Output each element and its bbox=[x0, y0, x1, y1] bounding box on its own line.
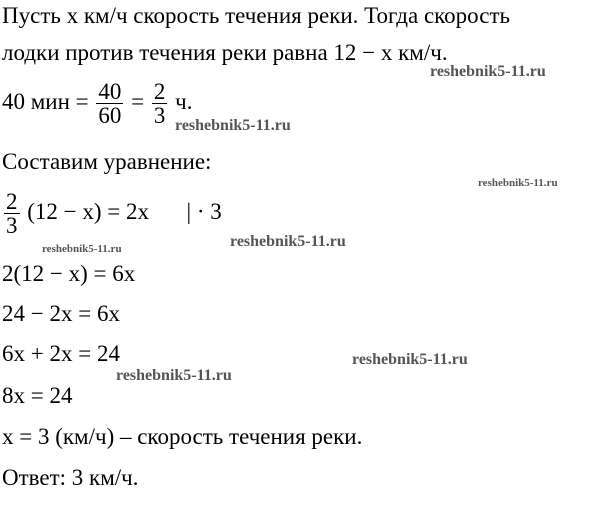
line-8-text: 6x + 2x = 24 bbox=[2, 341, 120, 366]
watermark: reshebnik5-11.ru bbox=[230, 233, 346, 250]
line-9-text: 8x = 24 bbox=[2, 383, 73, 408]
solution-line-1 bbox=[2, 4, 510, 27]
line-2-text: лодки против течения реки равна 12 − x км/ч. bbox=[2, 40, 448, 65]
line-7-text: 24 − 2x = 6x bbox=[2, 301, 120, 326]
fraction-numerator: 2 bbox=[153, 79, 166, 104]
watermark: reshebnik5-11.ru bbox=[116, 367, 232, 384]
solution-line-6 bbox=[2, 262, 135, 285]
watermark: reshebnik5-11.ru bbox=[352, 351, 468, 368]
watermark: reshebnik5-11.ru bbox=[42, 243, 122, 255]
watermark: reshebnik5-11.ru bbox=[175, 117, 291, 134]
line-1-text: Пусть x км/ч скорость течения реки. Тогда скорость bbox=[2, 3, 510, 28]
watermark: reshebnik5-11.ru bbox=[430, 63, 546, 80]
line-6-text: 2(12 − x) = 6x bbox=[2, 261, 136, 286]
fraction-40-60 bbox=[96, 80, 123, 127]
solution-line-7 bbox=[2, 302, 120, 325]
solution-line-3 bbox=[2, 80, 192, 127]
line-3-left: 40 мин = bbox=[2, 88, 89, 114]
solution-line-11 bbox=[2, 466, 138, 489]
fraction-denominator: 3 bbox=[6, 213, 18, 238]
fraction-2-3 bbox=[152, 80, 168, 127]
fraction-numerator: 2 bbox=[6, 189, 18, 214]
solution-line-2 bbox=[2, 41, 448, 64]
solution-line-5 bbox=[2, 190, 222, 237]
fraction-denominator: 3 bbox=[153, 103, 166, 128]
line-5-rest: (12 − x) = 2x bbox=[27, 198, 150, 224]
line-5-operation: | · 3 bbox=[186, 198, 222, 224]
solution-line-10 bbox=[2, 425, 362, 448]
fraction-2-3 bbox=[4, 190, 20, 237]
watermark: reshebnik5-11.ru bbox=[478, 177, 558, 189]
solution-line-9 bbox=[2, 384, 72, 407]
fraction-numerator: 40 bbox=[98, 79, 122, 104]
line-3-equals: = bbox=[131, 88, 145, 114]
line-4-text: Составим уравнение: bbox=[2, 149, 212, 174]
line-3-unit: ч. bbox=[175, 88, 193, 114]
line-10-text: x = 3 (км/ч) – скорость течения реки. bbox=[2, 424, 363, 449]
fraction-denominator: 60 bbox=[98, 103, 122, 128]
line-11-text: Ответ: 3 км/ч. bbox=[2, 465, 139, 490]
solution-line-8 bbox=[2, 342, 120, 365]
solution-line-4 bbox=[2, 150, 211, 173]
